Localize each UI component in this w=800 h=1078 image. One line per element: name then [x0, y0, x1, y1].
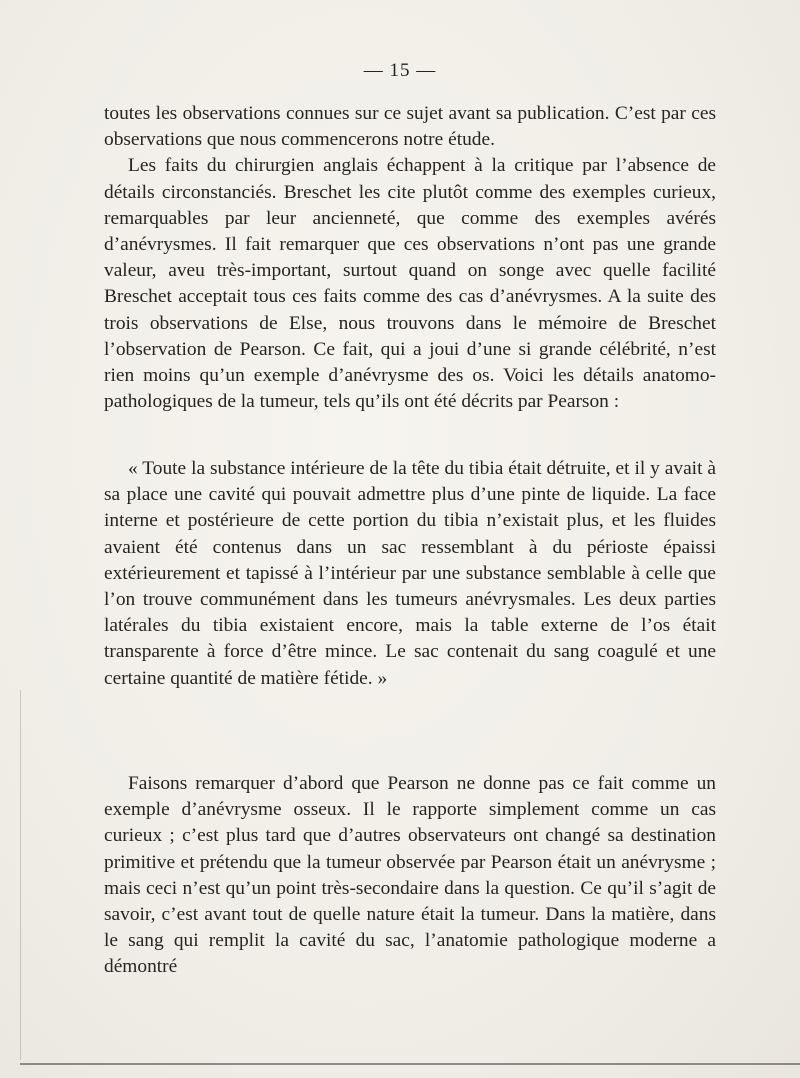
text-block-quote: [104, 456, 716, 692]
bottom-edge-line: [20, 1063, 800, 1065]
paragraph-remark: Faisons remarquer d’abord que Pearson ne donne pas ce fait comme un exemple d’anévrysme osseux. Il le rapporte simplement comme un cas curieux ; c’est plus tard que d’autres observateurs ont changé sa destination primitive et prétendu que la tumeur observée par Pearson était un anévrysme ; mais ceci n’est qu’un point très-secondaire dans la question. Ce qu’il s’agit de savoir, c’est avant tout de quelle nature était la tumeur. Dans la matière, dans le sang qui remplit la cavité du sac, l’anatomie pathologique moderne a démontré: [104, 773, 716, 978]
paragraph-pearson-quote: « Toute la substance intérieure de la tête du tibia était détruite, et il y avait à sa place une cavité qui pouvait admettre plus d’une pinte de liquide. La face interne et postérieure de cette portion du tibia n’existait plus, et les fluides avaient été contenus dans un sac ressemblant à du périoste épaissi extérieurement et tapissé à l’intérieur par une substance semblable à celle que l’on trouve communément dans les tumeurs anévrysmales. Les deux parties latérales du tibia existaient encore, mais la table externe de l’os était transparente à force d’être mince. Le sac contenait du sang coagulé et une certaine quantité de matière fétide. »: [104, 458, 716, 689]
text-block-top: [104, 101, 716, 415]
paragraph-continuation: toutes les observations connues sur ce sujet avant sa publication. C’est par ces observations que nous commencerons notre étude.: [104, 103, 716, 151]
text-block-bottom: [104, 771, 716, 981]
page-number-header: — 15 —: [363, 60, 437, 81]
paragraph-breschet: Les faits du chirurgien anglais échappent à la critique par l’absence de détails circonstanciés. Breschet les cite plutôt comme des exemples curieux, remarquables par leur ancienneté, que comme des exemples avérés d’anévrysmes. Il fait remarquer que ces observations n’ont pas une grande valeur, aveu très-important, surtout quand on songe avec quelle facilité Breschet acceptait tous ces faits comme des cas d’anévrysmes. A la suite des trois observations de Else, nous trouvons dans le mémoire de Breschet l’observation de Pearson. Ce fait, qui a joui d’une si grande célébrité, n’est rien moins qu’un exemple d’anévrysme des os. Voici les détails anatomo-pathologiques de la tumeur, tels qu’ils ont été décrits par Pearson :: [104, 155, 716, 413]
left-margin-shadow: [20, 690, 21, 1060]
